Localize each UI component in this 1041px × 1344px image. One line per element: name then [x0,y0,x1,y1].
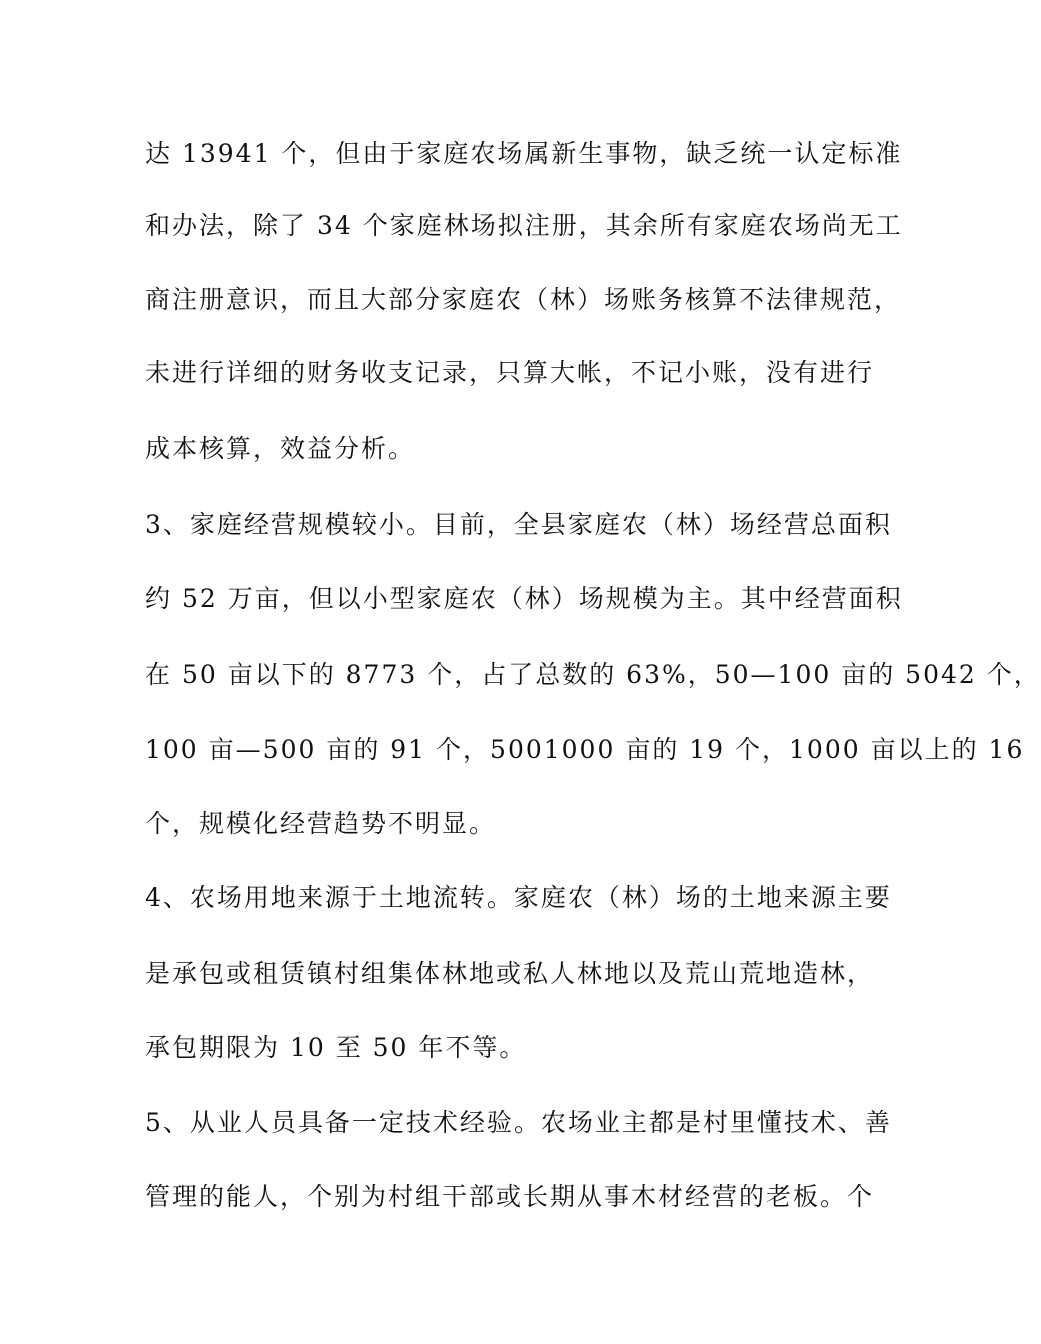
text-line: 是承包或租赁镇村组集体林地或私人林地以及荒山荒地造林， [145,959,875,988]
text-line: 成本核算，效益分析。 [145,434,416,463]
text-line: 4、农场用地来源于土地流转。家庭农（林）场的土地来源主要 [145,883,892,912]
text-line: 5、从业人员具备一定技术经验。农场业主都是村里懂技术、善 [145,1108,892,1137]
text-line: 承包期限为 10 至 50 年不等。 [145,1033,527,1062]
text-line: 3、家庭经营规模较小。目前，全县家庭农（林）场经营总面积 [145,510,892,539]
text-line: 和办法，除了 34 个家庭林场拟注册，其余所有家庭农场尚无工 [145,211,903,240]
text-line: 未进行详细的财务收支记录，只算大帐，不记小账，没有进行 [145,358,875,387]
text-line: 约 52 万亩，但以小型家庭农（林）场规模为主。其中经营面积 [145,584,903,613]
text-line: 管理的能人，个别为村组干部或长期从事木材经营的老板。个 [145,1182,875,1211]
text-line: 在 50 亩以下的 8773 个，占了总数的 63%，50—100 亩的 5042 个， [145,660,1041,689]
text-line: 商注册意识，而且大部分家庭农（林）场账务核算不法律规范， [145,285,902,314]
text-line: 个，规模化经营趋势不明显。 [145,809,497,838]
text-line: 100 亩—500 亩的 91 个，5001000 亩的 19 个，1000 亩以上的 16 [145,735,1025,764]
text-line: 达 13941 个，但由于家庭农场属新生事物，缺乏统一认定标准 [145,139,903,168]
